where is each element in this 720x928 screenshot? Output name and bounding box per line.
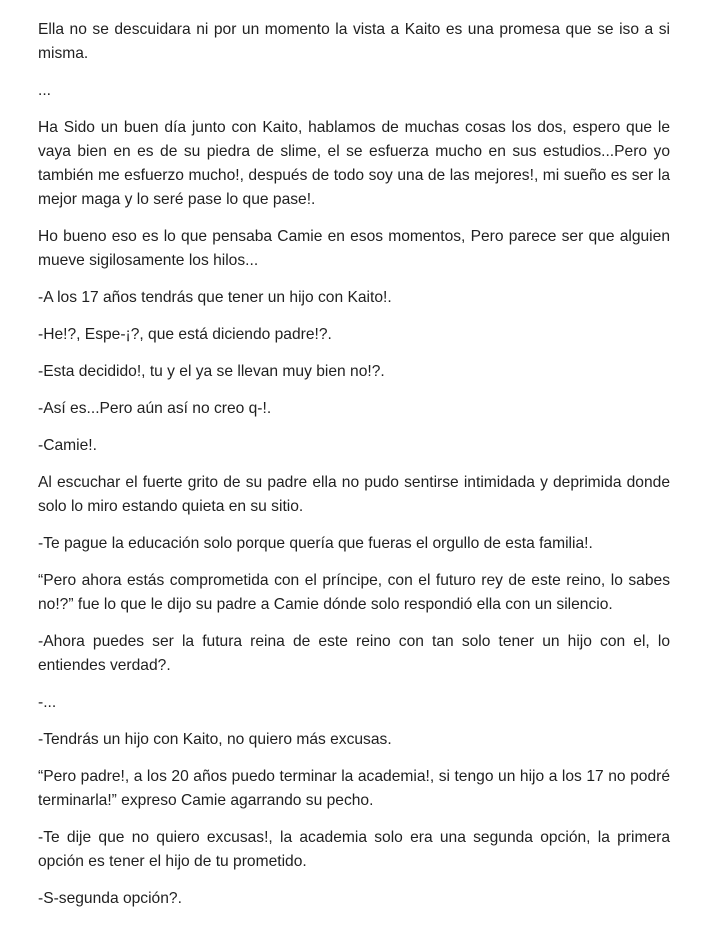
paragraph: Al escuchar el fuerte grito de su padre ella no pudo sentirse intimidada y deprimida donde solo lo miro estando quieta en su sitio. [38, 474, 670, 515]
dialogue-line: -Ahora puedes ser la futura reina de este reino con tan solo tener un hijo con el, lo entiendes verdad?. [38, 633, 670, 674]
dialogue-line: -Camie!. [38, 437, 97, 454]
paragraph: “Pero ahora estás comprometida con el príncipe, con el futuro rey de este reino, lo sabes no!?” fue lo que le dijo su padre a Camie dónde solo respondió ella con un silencio. [38, 572, 670, 613]
dialogue-line: -Te dije que no quiero excusas!, la academia solo era una segunda opción, la primera opción es tener el hijo de tu prometido. [38, 829, 670, 870]
dialogue-line: -A los 17 años tendrás que tener un hijo con Kaito!. [38, 289, 392, 306]
paragraph: Ho bueno eso es lo que pensaba Camie en esos momentos, Pero parece ser que alguien mueve sigilosamente los hilos... [38, 228, 670, 269]
document-body [38, 18, 670, 924]
dialogue-line: -... [38, 694, 57, 711]
paragraph: ... [38, 82, 51, 99]
paragraph: Ella no se descuidara ni por un momento la vista a Kaito es una promesa que se iso a si misma. [38, 21, 670, 62]
paragraph: Ha Sido un buen día junto con Kaito, hablamos de muchas cosas los dos, espero que le vaya bien en es de su piedra de slime, el se esfuerza mucho en sus estudios...Pero yo también me esfuerzo mucho!, después de todo soy una de las mejores!, mi sueño es ser la mejor maga y lo seré pase lo que pase!. [38, 119, 670, 208]
dialogue-line: -Tendrás un hijo con Kaito, no quiero más excusas. [38, 731, 392, 748]
dialogue-line: -Esta decidido!, tu y el ya se llevan muy bien no!?. [38, 363, 385, 380]
dialogue-line: -S-segunda opción?. [38, 890, 182, 907]
dialogue-line: -Así es...Pero aún así no creo q-!. [38, 400, 272, 417]
paragraph: “Pero padre!, a los 20 años puedo terminar la academia!, si tengo un hijo a los 17 no podré terminarla!” expreso Camie agarrando su pecho. [38, 768, 670, 809]
dialogue-line: -He!?, Espe-¡?, que está diciendo padre!?. [38, 326, 332, 343]
dialogue-line: -Te pague la educación solo porque quería que fueras el orgullo de esta familia!. [38, 535, 593, 552]
